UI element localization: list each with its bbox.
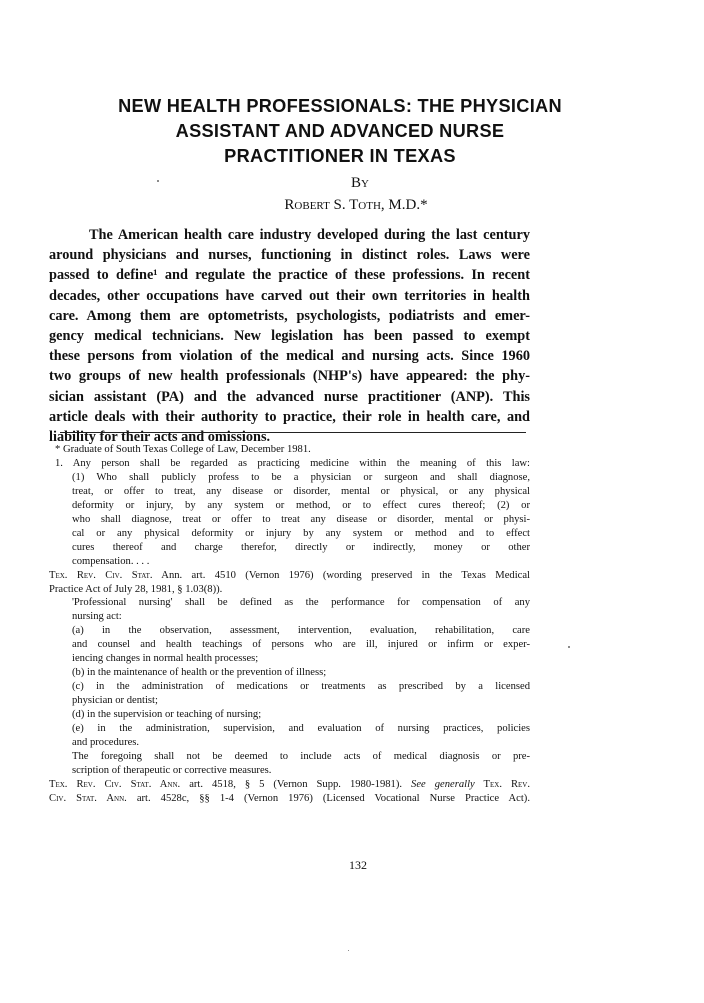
body-line: these persons from violation of the medical and nursing acts. Since 1960 (49, 348, 530, 365)
footnote-divider (60, 432, 526, 433)
body-line: decades, other occupations have carved out their own territories in health (49, 287, 530, 304)
body-line: around physicians and nurses, functioning in distinct roles. Laws were (49, 247, 530, 264)
nursing-quote-line: and procedures. (72, 737, 140, 749)
footnote-1-line: (1) Who shall publicly profess to be a physician or surgeon and shall diagnose, (72, 471, 530, 483)
title-line-1: NEW HEALTH PROFESSIONALS: THE PHYSICIAN (118, 96, 562, 116)
citation-2-cont (49, 792, 530, 806)
scan-speck (157, 180, 159, 182)
author-name: Robert S. Toth, M.D.* (284, 197, 428, 213)
citation-1-cont: Practice Act of July 28, 1981, § 1.03(8)). (49, 583, 223, 595)
nursing-quote-line: 'Professional nursing' shall be defined as the performance for compensation of any (72, 597, 530, 609)
citation-1-source: Tex. Rev. Civ. Stat. (49, 569, 153, 581)
body-line: sician assistant (PA) and the advanced nurse practitioner (ANP). This (49, 388, 530, 405)
citation-2-source-c: Civ. Stat. Ann. (49, 792, 127, 804)
nursing-quote-line: (c) in the administration of medications or treatments as prescribed by a licensed (72, 681, 530, 693)
nursing-quote-line: and counsel and health teachings of persons who are ill, injured or infirm or exper- (72, 639, 530, 651)
citation-2-source: Tex. Rev. Civ. Stat. Ann. (49, 778, 181, 790)
citation-2-text-b: art. 4528c, §§ 1-4 (Vernon 1976) (Licensed Vocational Nurse Practice Act). (126, 792, 530, 804)
footnote-1-line: 1. Any person shall be regarded as practicing medicine within the meaning of this law: (55, 457, 530, 469)
body-paragraph (49, 225, 530, 447)
nursing-quote-line: scription of therapeutic or corrective measures. (72, 764, 272, 776)
citation-1-text: Ann. art. 4510 (Vernon 1976) (wording preserved in the Texas Medical (152, 569, 530, 581)
footnotes (49, 443, 530, 806)
article-title (40, 94, 640, 169)
nursing-quote-line: (d) in the supervision or teaching of nursing; (72, 709, 262, 721)
nursing-quote-line: physician or dentist; (72, 695, 158, 707)
nursing-quote-line: (b) in the maintenance of health or the prevention of illness; (72, 667, 327, 679)
footnote-1-line: who shall diagnose, treat or offer to treat any disease or disorder, mental or physi- (72, 513, 530, 525)
body-line: care. Among them are optometrists, psychologists, podiatrists and emer- (49, 307, 530, 324)
footnote-1-line: compensation. . . . (72, 555, 150, 567)
nursing-quote-line: (e) in the administration, supervision, and evaluation of nursing practices, policies (72, 723, 530, 735)
citation-2-source-b: Tex. Rev. (474, 778, 531, 790)
footnote-1-line: deformity or injury, by any system or method, or to effect cures thereof; (2) or (72, 499, 530, 511)
nursing-quote-line: The foregoing shall not be deemed to include acts of medical diagnosis or pre- (72, 750, 530, 762)
title-line-2: ASSISTANT AND ADVANCED NURSE (175, 121, 505, 141)
body-line: liability for their acts and omissions. (49, 429, 271, 446)
footnote-1-line: cal or any physical deformity or injury by any system or method and to effect (72, 527, 530, 539)
citation-1 (49, 569, 530, 583)
footnote-1-line: treat, or offer to treat, any disease or disorder, mental or physical, or any physical (72, 485, 530, 497)
nursing-quote-line: iencing changes in normal health processes; (72, 653, 259, 665)
citation-2-text: art. 4518, § 5 (Vernon Supp. 1980-1981). (180, 778, 412, 790)
citation-2 (49, 778, 530, 792)
citation-2-signal: See generally (411, 778, 475, 790)
title-line-3: PRACTITIONER IN TEXAS (224, 146, 456, 166)
byline-by: By (351, 175, 369, 191)
footnote-star: * Graduate of South Texas College of Law, December 1981. (55, 444, 311, 455)
scan-speck (568, 646, 570, 648)
body-line: The American health care industry developed during the last century (89, 227, 530, 243)
footnote-1-line: cures thereof and charge therefor, directly or indirectly, money or other (72, 541, 530, 553)
nursing-quote-line: nursing act: (72, 611, 122, 623)
nursing-quote-line: (a) in the observation, assessment, intervention, evaluation, rehabilitation, care (72, 625, 530, 637)
body-line: gency medical technicians. New legislation has been passed to exempt (49, 328, 530, 345)
body-line: passed to define¹ and regulate the practice of these professions. In recent (49, 267, 530, 284)
body-line: two groups of new health professionals (NHP's) have appeared: the phy- (49, 368, 530, 385)
scan-speck (348, 950, 349, 951)
body-line: article deals with their authority to practice, their role in health care, and (49, 408, 530, 425)
page-number: 132 (349, 858, 367, 872)
